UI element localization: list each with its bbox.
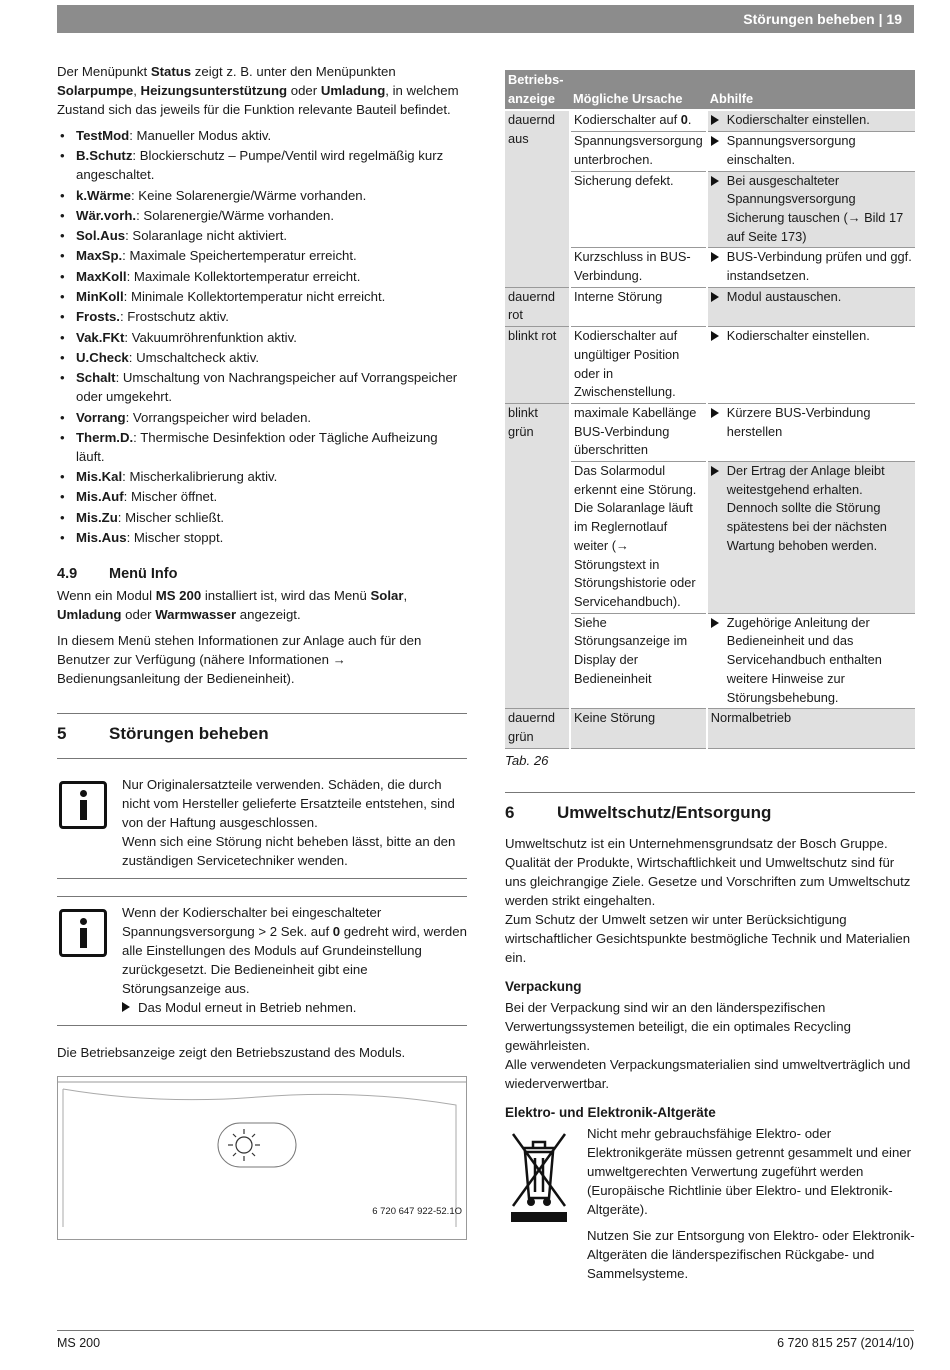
weee-text-1: Nicht mehr gebrauchsfähige Elektro- oder Elektronikgeräte müssen getrennt gesammelt und einer umweltgerechten Verwertung zugeführt werden (Europäische Richtlinie über Elektro- und Elektronik-Altgeräte).	[587, 1125, 912, 1217]
right-column	[505, 70, 915, 1290]
list-item: • Mis.Auf: Mischer öffnet.	[57, 487, 467, 506]
left-column	[57, 62, 467, 1240]
arrow-icon	[711, 408, 719, 418]
packaging-text-1: Bei der Verpackung sind wir an den länderspezifischen Verwertungssystemen beteiligt, die ein optimales Recycling gewährleisten.	[505, 999, 851, 1053]
table-row: Spannungsversorgung unterbrochen. Spannungsversorgung einschalten.	[505, 132, 915, 171]
table-caption: Tab. 26	[505, 752, 549, 768]
table-row: blinkt rot Kodierschalter auf ungültiger Position oder in Zwischenstellung. Kodierschalter einstellen.	[505, 327, 915, 404]
list-item: • Frosts.: Frostschutz aktiv.	[57, 307, 467, 326]
table-row: dauernd aus Kodierschalter auf 0. Kodierschalter einstellen.	[505, 110, 915, 131]
info-note-1: Nur Originalersatzteile verwenden. Schäden, die durch nicht vom Hersteller gelieferte Ersatzteile entstehen, sind von der Haftung ausgeschlossen. Wenn sich eine Störung nicht beheben lässt, bitte an den zuständigen Servicetechniker wenden.	[57, 769, 467, 879]
list-item: • MaxSp.: Maximale Speichertemperatur erreicht.	[57, 246, 467, 265]
table-header: Betriebs- anzeige Mögliche Ursache Abhilfe	[505, 70, 915, 110]
weee-block	[505, 1124, 915, 1283]
arrow-icon	[711, 292, 719, 302]
info-icon	[59, 909, 107, 957]
packaging-text-2: Alle verwendeten Verpackungsmaterialien sind umweltverträglich und wiederverwertbar.	[505, 1056, 911, 1091]
env-text-2: Zum Schutz der Umwelt setzen wir unter Berücksichtigung wirtschaftlicher Gesichtspunkte bestmögliche Technik und Materialien ein.	[505, 911, 911, 965]
arrow-icon	[122, 1002, 130, 1012]
arrow-icon	[711, 176, 719, 186]
table-row: dauernd grün Keine Störung Normalbetrieb	[505, 709, 915, 748]
arrow-icon	[711, 466, 719, 476]
list-item: • MaxKoll: Maximale Kollektortemperatur erreicht.	[57, 267, 467, 286]
table-row: Sicherung defekt. Bei ausgeschalteter Spannungsversorgung Sicherung tauschen (→ Bild 17 auf Seite 173)	[505, 171, 915, 248]
led-icon	[228, 1129, 260, 1161]
status-intro: Der Menüpunkt Status zeigt z. B. unter den Menüpunkten Solarpumpe, Heizungsunterstützung oder Umladung, in welchem Zustand sich das jeweils für die Funktion relevante Bauteil befindet.	[57, 64, 459, 117]
arrow-icon	[711, 115, 719, 125]
list-item: • Vak.FKt: Vakuumröhrenfunktion aktiv.	[57, 328, 467, 347]
module-figure	[57, 1076, 467, 1240]
page-header	[57, 5, 914, 33]
crossed-bin-icon	[509, 1126, 569, 1222]
arrow-icon	[711, 136, 719, 146]
list-item: • TestMod: Manueller Modus aktiv.	[57, 126, 467, 145]
list-item: • Sol.Aus: Solaranlage nicht aktiviert.	[57, 226, 467, 245]
section-6-heading: 6 Umweltschutz/Entsorgung	[505, 792, 915, 824]
list-item: • U.Check: Umschaltcheck aktiv.	[57, 348, 467, 367]
page-footer	[57, 1330, 914, 1353]
section-4-9-heading: 4.9 Menü Info	[57, 566, 178, 583]
figure-code: 6 720 647 922-52.1O	[372, 1206, 462, 1218]
list-item: • Vorrang: Vorrangspeicher wird beladen.	[57, 408, 467, 427]
list-item: • Mis.Zu: Mischer schließt.	[57, 508, 467, 527]
fault-table	[505, 70, 915, 749]
section-5-heading: 5 Störungen beheben	[57, 713, 467, 759]
table-row: Kurzschluss in BUS-Verbindung. BUS-Verbindung prüfen und ggf. instandsetzen.	[505, 248, 915, 287]
packaging-heading: Verpackung	[505, 978, 582, 994]
weee-heading: Elektro- und Elektronik-Altgeräte	[505, 1104, 716, 1120]
status-list	[57, 126, 467, 547]
list-item: • Schalt: Umschaltung von Nachrangspeicher auf Vorrangspeicher oder umgekehrt.	[57, 368, 467, 406]
table-row: dauernd rot Interne Störung Modul austauschen.	[505, 287, 915, 326]
list-item: • k.Wärme: Keine Solarenergie/Wärme vorhanden.	[57, 186, 467, 205]
table-row: blinkt grün maximale Kabellänge BUS-Verbindung überschritten Kürzere BUS-Verbindung herstellen	[505, 403, 915, 461]
status-indicator-text: Die Betriebsanzeige zeigt den Betriebszustand des Moduls.	[57, 1045, 406, 1061]
header-title: Störungen beheben | 19	[743, 11, 902, 27]
menu-info-text: Wenn ein Modul MS 200 installiert ist, wird das Menü Solar, Umladung oder Warmwasser angezeigt.	[57, 588, 408, 623]
info-icon	[59, 781, 107, 829]
list-item: • Wär.vorh.: Solarenergie/Wärme vorhanden.	[57, 206, 467, 225]
arrow-icon	[711, 331, 719, 341]
list-item: • Therm.D.: Thermische Desinfektion oder Tägliche Aufheizung läuft.	[57, 428, 467, 466]
arrow-icon	[711, 618, 719, 628]
arrow-icon	[711, 252, 719, 262]
footer-model: MS 200	[57, 1336, 101, 1350]
info-note-2: Wenn der Kodierschalter bei eingeschalteter Spannungsversorgung > 2 Sek. auf 0 gedreht wird, werden alle Einstellungen des Moduls auf Grundeinstellung zurückgesetzt. Die Bedieneinheit gibt eine Störungsanzeige aus. Das Modul erneut in Betrieb nehmen.	[57, 896, 467, 1026]
table-row: Das Solarmodul erkennt eine Störung. Die Solaranlage läuft im Reglernotlauf weiter (→ Störungstext in Störungshistorie oder Servicehandbuch). Der Ertrag der Anlage bleibt weitestgehend erhalten. Dennoch sollte die Störung spätestens bei der nächsten Wartung behoben werden.	[505, 462, 915, 614]
footer-doc-number: 6 720 815 257 (2014/10)	[777, 1336, 914, 1350]
list-item: • B.Schutz: Blockierschutz – Pumpe/Ventil wird regelmäßig kurz angeschaltet.	[57, 146, 467, 184]
list-item: • Mis.Kal: Mischerkalibrierung aktiv.	[57, 467, 467, 486]
env-text-1: Umweltschutz ist ein Unternehmensgrundsatz der Bosch Gruppe. Qualität der Produkte, Wirtschaftlichkeit und Umweltschutz sind für uns gleichrangige Ziele. Gesetze und Vorschriften zum Umweltschutz werden strikt eingehalten.	[505, 835, 911, 908]
list-item: • MinKoll: Minimale Kollektortemperatur nicht erreicht.	[57, 287, 467, 306]
weee-text-2: Nutzen Sie zur Entsorgung von Elektro- oder Elektronik-Altgeräten die länderspezifischen Rückgabe- und Sammelsysteme.	[587, 1227, 915, 1281]
menu-info-text-2: In diesem Menü stehen Informationen zur Anlage auch für den Benutzer zur Verfügung (nähere Informationen → Bedienungsanleitung der Bedieneinheit).	[57, 633, 422, 687]
action-step: Das Modul erneut in Betrieb nehmen.	[122, 998, 467, 1017]
table-row: Siehe Störungsanzeige im Display der Bedieneinheit Zugehörige Anleitung der Bedieneinheit und das Servicehandbuch enthalten weitere Hinweise zur Störungsbehebung.	[505, 613, 915, 709]
list-item: • Mis.Aus: Mischer stoppt.	[57, 528, 467, 547]
